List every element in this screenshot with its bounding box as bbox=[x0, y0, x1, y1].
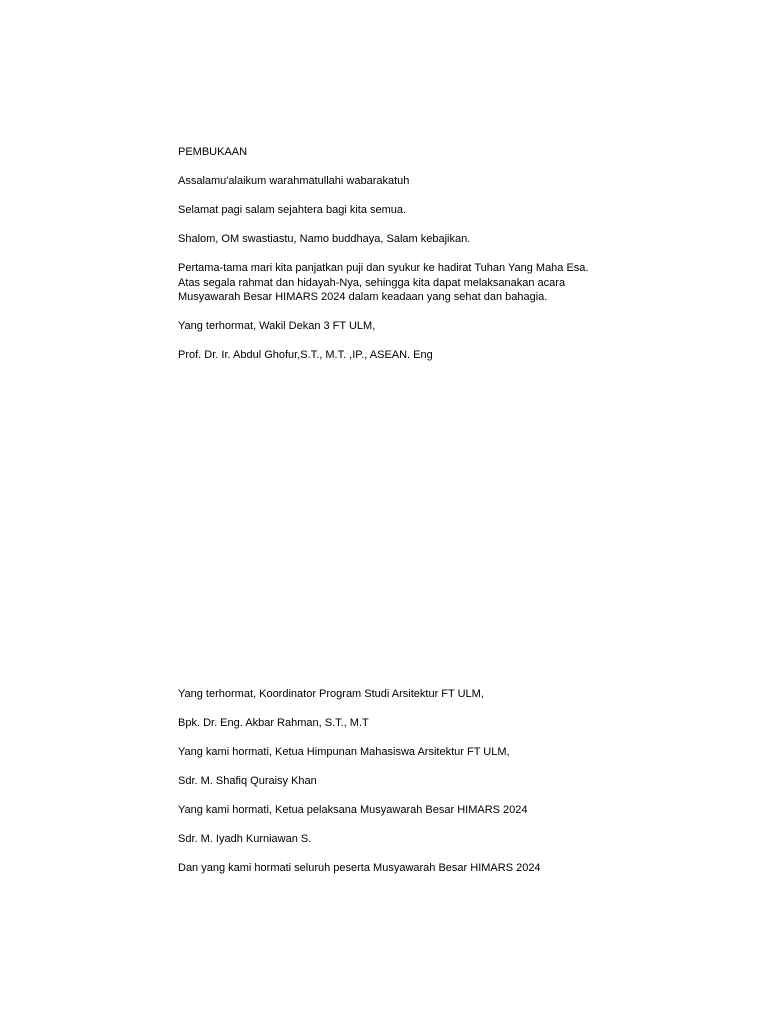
salutation-student-association-chair: Yang kami hormati, Ketua Himpunan Mahasiswa Arsitektur FT ULM, bbox=[178, 746, 510, 758]
opening-paragraph-line: Pertama-tama mari kita panjatkan puji dan syukur ke hadirat Tuhan Yang Maha Esa. bbox=[178, 262, 589, 274]
greeting-islamic: Assalamu'alaikum warahmatullahi wabarakatuh bbox=[178, 175, 410, 187]
opening-paragraph-line: Musyawarah Besar HIMARS 2024 dalam keadaan yang sehat dan bahagia. bbox=[178, 291, 548, 303]
name-student-association-chair: Sdr. M. Shafiq Quraisy Khan bbox=[178, 775, 317, 787]
opening-paragraph-line: Atas segala rahmat dan hidayah-Nya, sehingga kita dapat melaksanakan acara bbox=[178, 276, 566, 289]
salutation-event-chair: Yang kami hormati, Ketua pelaksana Musyawarah Besar HIMARS 2024 bbox=[178, 804, 528, 816]
greeting-general: Selamat pagi salam sejahtera bagi kita semua. bbox=[178, 204, 407, 216]
salutation-vice-dean: Yang terhormat, Wakil Dekan 3 FT ULM, bbox=[178, 320, 376, 332]
name-event-chair: Sdr. M. Iyadh Kurniawan S. bbox=[178, 833, 312, 845]
salutation-program-coordinator: Yang terhormat, Koordinator Program Studi Arsitektur FT ULM, bbox=[178, 688, 484, 700]
salutation-participants: Dan yang kami hormati seluruh peserta Musyawarah Besar HIMARS 2024 bbox=[178, 862, 541, 874]
opening-paragraph bbox=[178, 261, 589, 305]
name-vice-dean: Prof. Dr. Ir. Abdul Ghofur,S.T., M.T. ,IP., ASEAN. Eng bbox=[178, 349, 433, 361]
greeting-interfaith: Shalom, OM swastiastu, Namo buddhaya, Salam kebajikan. bbox=[178, 233, 471, 245]
name-program-coordinator: Bpk. Dr. Eng. Akbar Rahman, S.T., M.T bbox=[178, 717, 369, 729]
document-heading: PEMBUKAAN bbox=[178, 146, 248, 158]
